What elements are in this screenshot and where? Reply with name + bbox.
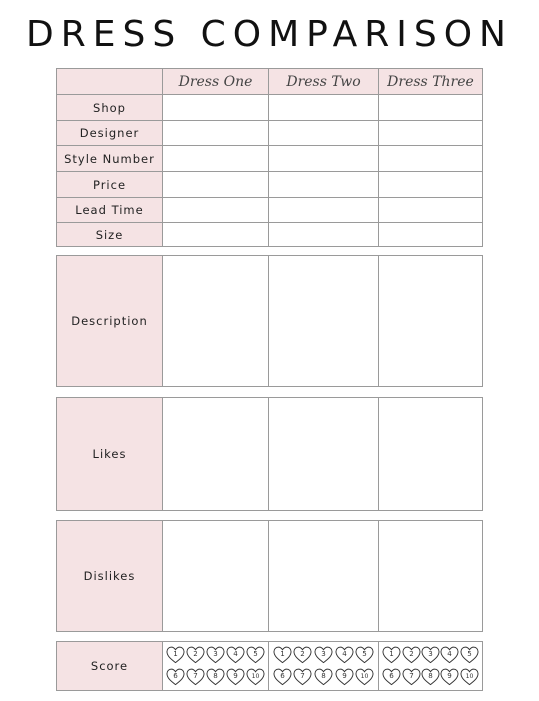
- score-heart-number: 5: [362, 649, 367, 659]
- row-label-size: Size: [57, 223, 163, 247]
- score-heart-number: 2: [300, 649, 306, 659]
- row-label-designer: Designer: [57, 121, 163, 146]
- score-heart-number: 2: [408, 649, 414, 659]
- score-label: Score: [57, 642, 163, 691]
- score-heart-number: 10: [251, 673, 259, 681]
- score-heart-icon[interactable]: [226, 646, 245, 664]
- score-heart-icon[interactable]: [382, 668, 401, 686]
- score-heart-icon[interactable]: [314, 646, 333, 664]
- score-heart-icon[interactable]: [206, 646, 225, 664]
- score-heart-number: 10: [465, 673, 474, 681]
- score-heart-icon[interactable]: [246, 668, 265, 686]
- score-heart-number: 4: [447, 649, 453, 659]
- score-heart-number: 8: [428, 671, 433, 681]
- score-heart-icon[interactable]: [226, 668, 245, 686]
- score-hearts-dress-two: [269, 642, 378, 690]
- price-dress-two-field[interactable]: [269, 172, 379, 198]
- score-heart-icon[interactable]: [273, 646, 292, 664]
- score-heart-number: 5: [466, 649, 472, 659]
- designer-dress-one-field[interactable]: [163, 121, 269, 146]
- score-heart-number: 3: [321, 649, 326, 659]
- shop-dress-three-field[interactable]: [379, 95, 483, 121]
- header-corner: [57, 69, 163, 95]
- score-heart-number: 9: [447, 671, 453, 681]
- style-number-dress-one-field[interactable]: [163, 146, 269, 172]
- score-heart-icon[interactable]: [402, 668, 421, 686]
- row-label-shop: Shop: [57, 95, 163, 121]
- column-header-dress-three: Dress Three: [379, 69, 483, 95]
- info-table: [56, 68, 483, 247]
- score-heart-icon[interactable]: [293, 668, 312, 686]
- score-heart-number: 3: [213, 649, 218, 659]
- page-title: DRESS COMPARISON: [26, 14, 513, 55]
- lead-time-dress-one-field[interactable]: [163, 198, 269, 223]
- score-heart-icon[interactable]: [382, 646, 401, 664]
- dislikes-dress-three-field[interactable]: [379, 521, 483, 632]
- price-dress-three-field[interactable]: [379, 172, 483, 198]
- score-heart-number: 6: [280, 671, 285, 681]
- style-number-dress-two-field[interactable]: [269, 146, 379, 172]
- score-heart-number: 9: [341, 671, 347, 681]
- score-heart-icon[interactable]: [206, 668, 225, 686]
- dislikes-label: Dislikes: [57, 521, 163, 632]
- shop-dress-one-field[interactable]: [163, 95, 269, 121]
- score-heart-icon[interactable]: [460, 668, 479, 686]
- row-label-lead-time: Lead Time: [57, 198, 163, 223]
- style-number-dress-three-field[interactable]: [379, 146, 483, 172]
- likes-section: [56, 397, 483, 511]
- likes-label: Likes: [57, 398, 163, 511]
- score-heart-number: 4: [233, 649, 238, 659]
- score-heart-icon[interactable]: [293, 646, 312, 664]
- score-heart-icon[interactable]: [335, 668, 354, 686]
- score-heart-number: 9: [233, 671, 238, 681]
- score-heart-icon[interactable]: [273, 668, 292, 686]
- column-header-dress-two: Dress Two: [269, 69, 379, 95]
- description-section: [56, 255, 483, 387]
- score-heart-number: 1: [280, 649, 285, 659]
- dislikes-dress-two-field[interactable]: [269, 521, 379, 632]
- score-dress-three: [379, 642, 483, 691]
- score-heart-icon[interactable]: [246, 646, 265, 664]
- score-heart-number: 7: [408, 671, 414, 681]
- score-heart-icon[interactable]: [186, 646, 205, 664]
- score-heart-number: 7: [193, 671, 198, 681]
- score-heart-number: 10: [360, 673, 369, 681]
- size-dress-one-field[interactable]: [163, 223, 269, 247]
- score-dress-two: [269, 642, 379, 691]
- designer-dress-two-field[interactable]: [269, 121, 379, 146]
- score-heart-number: 7: [300, 671, 306, 681]
- lead-time-dress-three-field[interactable]: [379, 198, 483, 223]
- score-heart-number: 1: [389, 649, 394, 659]
- score-heart-number: 2: [193, 649, 198, 659]
- score-heart-icon[interactable]: [335, 646, 354, 664]
- score-hearts-dress-one: [163, 642, 268, 690]
- score-heart-icon[interactable]: [186, 668, 205, 686]
- score-heart-number: 5: [252, 649, 258, 659]
- score-heart-icon[interactable]: [166, 646, 185, 664]
- score-heart-icon[interactable]: [402, 646, 421, 664]
- score-hearts-dress-three: [379, 642, 482, 690]
- score-heart-icon[interactable]: [421, 646, 440, 664]
- designer-dress-three-field[interactable]: [379, 121, 483, 146]
- dislikes-section: [56, 520, 483, 632]
- price-dress-one-field[interactable]: [163, 172, 269, 198]
- score-heart-number: 1: [173, 649, 179, 659]
- score-heart-icon[interactable]: [440, 646, 459, 664]
- score-heart-number: 3: [428, 649, 433, 659]
- score-heart-icon[interactable]: [355, 668, 374, 686]
- score-heart-icon[interactable]: [314, 668, 333, 686]
- description-dress-one-field[interactable]: [163, 256, 269, 387]
- score-heart-icon[interactable]: [440, 668, 459, 686]
- score-heart-icon[interactable]: [421, 668, 440, 686]
- score-heart-icon[interactable]: [460, 646, 479, 664]
- column-header-dress-one: Dress One: [163, 69, 269, 95]
- score-heart-icon[interactable]: [166, 668, 185, 686]
- score-dress-one: [163, 642, 269, 691]
- size-dress-two-field[interactable]: [269, 223, 379, 247]
- description-dress-two-field[interactable]: [269, 256, 379, 387]
- row-label-price: Price: [57, 172, 163, 198]
- score-heart-icon[interactable]: [355, 646, 374, 664]
- likes-dress-two-field[interactable]: [269, 398, 379, 511]
- score-heart-number: 4: [341, 649, 347, 659]
- row-label-style-number: Style Number: [57, 146, 163, 172]
- shop-dress-two-field[interactable]: [269, 95, 379, 121]
- score-heart-number: 8: [213, 671, 218, 681]
- score-heart-number: 6: [389, 671, 394, 681]
- dislikes-dress-one-field[interactable]: [163, 521, 269, 632]
- lead-time-dress-two-field[interactable]: [269, 198, 379, 223]
- description-dress-three-field[interactable]: [379, 256, 483, 387]
- score-section: [56, 641, 483, 691]
- size-dress-three-field[interactable]: [379, 223, 483, 247]
- description-label: Description: [57, 256, 163, 387]
- likes-dress-one-field[interactable]: [163, 398, 269, 511]
- score-heart-number: 6: [173, 671, 179, 681]
- likes-dress-three-field[interactable]: [379, 398, 483, 511]
- score-heart-number: 8: [321, 671, 326, 681]
